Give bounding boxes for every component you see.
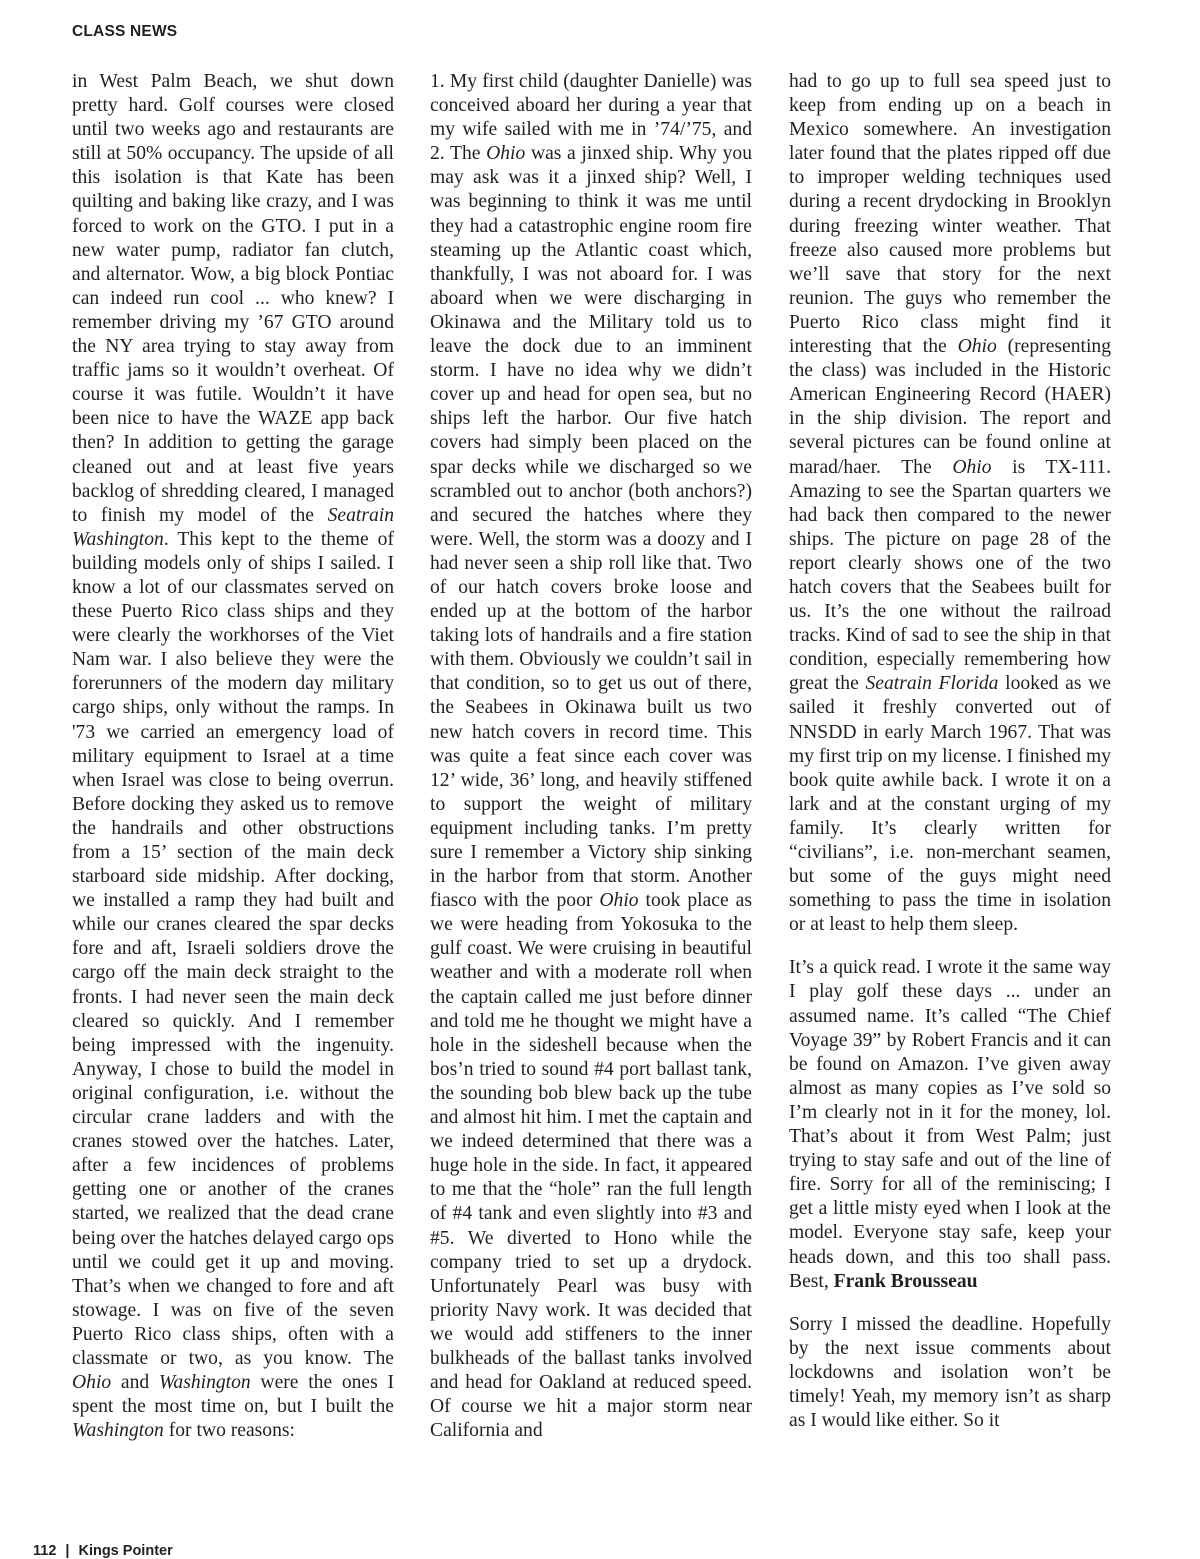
text-run: 1. My first child (daughter Danielle) was conceived aboard her during a year that my wife sailed with me in ’74/’75, and 2. The <box>430 71 752 165</box>
footer-separator: | <box>65 1543 70 1559</box>
italic-text: Washington <box>72 1420 164 1442</box>
text-run: took place as we were heading from Yokosuka to the gulf coast. We were cruising in beautiful weather and with a moderate roll when the captain called me just before dinner and told me he thought we might have a hole in the sideshell because when the bos’n tried to sound #4 port ballast tank, the sounding bob blew back up the tube and almost hit him. I met the captain and we indeed determined that there was a huge hole in the side. In fact, it appeared to me that the “hole” ran the full length of #4 tank and even slightly into #3 and #5. We diverted to Hono while the company tried to set up a drydock. Unfortunately Pearl was busy with priority Navy work. It was decided that we would add stiffeners to the inner bulkheads of the ballast tanks involved and head for Oakland at reduced speed. Of course we hit a major storm near California and <box>430 890 752 1442</box>
text-run: (representing the class) was included in the Historic American Engineering Record (HAER) in the ship division. The report and several pictures can be found online at marad/haer. The <box>789 336 1111 478</box>
italic-text: Seatrain Washington <box>72 504 394 550</box>
text-run: in West Palm Beach, we shut down pretty hard. Golf courses were closed until two weeks ago and restaurants are still at 50% occupancy. The upside of all this isolation is that Kate has been quilting and baking like crazy, and I was forced to work on the GTO. I put in a new water pump, radiator fan clutch, and alternator. Wow, a big block Pontiac can indeed run cool ... who knew? I remember driving my ’67 GTO around the NY area trying to stay away from traffic jams so it wouldn’t overheat. Of course it was futile. Wouldn’t it have been nice to have the WAZE app back then? In addition to getting the garage cleaned out and at least five years backlog of shredding cleared, I managed to finish my model of the <box>72 71 394 526</box>
paragraph <box>72 70 394 1443</box>
paragraph <box>789 956 1111 1293</box>
italic-text: Washington <box>158 1372 251 1394</box>
text-run: . This kept to the theme of building models only of ships I sailed. I know a lot of our classmates served on these Puerto Rico class ships and they were clearly the workhorses of the Viet Nam war. I also believe they were the forerunners of the modern day military cargo ships, only without the ramps. In '73 we carried an emergency load of military equipment to Israel at a time when Israel was close to being overrun. Before docking they asked us to remove the handrails and other obstructions from a 15’ section of the main deck starboard side midship. After docking, we installed a ramp they had built and while our cranes cleared the spar decks fore and aft, Israeli soldiers drove the cargo off the main deck straight to the fronts. I had never seen the main deck cleared so quickly. And I remember being impressed with the ingenuity. Anyway, I chose to build the model in original configuration, i.e. without the circular crane ladders and with the cranes stowed over the hatches. Later, after a few incidences of problems getting one or another of the cranes started, we realized that the dead crane being over the hatches delayed cargo ops until we could get it up and moving. That’s when we changed to fore and aft stowage. I was on five of the seven Puerto Rico class ships, often with a classmate or two, as you know. The <box>72 528 394 1369</box>
italic-text: Ohio <box>957 336 997 358</box>
publication-name: Kings Pointer <box>78 1543 173 1559</box>
article-column-1 <box>72 70 394 1443</box>
text-run: for two reasons: <box>163 1420 295 1442</box>
text-run: It’s a quick read. I wrote it the same way I play golf these days ... under an assumed name. It’s called “The Chief Voyage 39” by Robert Francis and it can be found on Amazon. I’ve given away almost as many copies as I’ve sold so I’m clearly not in it for the money, lol. That’s about it from West Palm; just trying to stay safe and out of the line of fire. Sorry for all of the reminiscing; I get a little misty eyed when I look at the model. Everyone stay safe, keep your heads down, and this too shall pass. Best, <box>789 957 1111 1292</box>
text-run: is TX-111. Amazing to see the Spartan quarters we had back then compared to the newer ships. The picture on page 28 of the report clearly shows one of the two hatch covers that the Seabees built for us. It’s the one without the railroad tracks. Kind of sad to see the ship in that condition, especially remembering how great the <box>789 456 1111 695</box>
section-title: CLASS NEWS <box>72 23 178 40</box>
text-run: Sorry I missed the deadline. Hopefully by the next issue comments about lockdowns and isolation won’t be timely! Yeah, my memory isn’t as sharp as I would like either. So it <box>789 1313 1111 1432</box>
text-run: was a jinxed ship. Why you may ask was it a jinxed ship? Well, I was beginning to think it was me until they had a catastrophic engine room fire steaming up the Atlantic coast which, thankfully, I was not aboard for. I was aboard when we were discharging in Okinawa and the Military told us to leave the dock due to an imminent storm. I have no idea why we didn’t cover up and head for open sea, but no ships left the harbor. Our five hatch covers had simply been placed on the spar decks while we discharged so we scrambled out to anchor (both anchors?) and secured the hatches where they were. Well, the storm was a doozy and I had never seen a ship roll like that. Two of our hatch covers broke loose and ended up at the bottom of the harbor taking lots of handrails and a fire station with them. Obviously we couldn’t sail in that condition, so to get us out of there, the Seabees in Okinawa built us two new hatch covers in record time. This was quite a feat since each cover was 12’ wide, 36’ long, and heavily stiffened to support the weight of military equipment including tanks. I’m pretty sure I remember a Victory ship sinking in the harbor from that storm. Another fiasco with the poor <box>430 143 753 912</box>
article-column-2 <box>430 70 752 1443</box>
text-run: were the ones I spent the most time on, but I built the <box>72 1372 394 1418</box>
text-run: and <box>111 1372 159 1394</box>
text-run: had to go up to full sea speed just to keep from ending up on a beach in Mexico somewhere. An investigation later found that the plates ripped off due to improper welding techniques used during a recent drydocking in Brooklyn during freezing winter weather. That freeze also caused more problems but we’ll save that story for the next reunion. The guys who remember the Puerto Rico class might find it interesting that the <box>789 71 1111 358</box>
italic-text: Ohio <box>952 456 992 478</box>
text-run: looked as we sailed it freshly converted out of NNSDD in early March 1967. That was my first trip on my license. I finished my book quite awhile back. I wrote it on a lark and at the constant urging of my family. It’s clearly written for “civilians”, i.e. non-merchant seamen, but some of the guys might need something to pass the time in isolation or at least to help them sleep. <box>789 673 1111 936</box>
paragraph <box>789 70 1111 937</box>
page-footer <box>33 1543 173 1559</box>
italic-text: Ohio <box>599 890 639 912</box>
article-column-3 <box>789 70 1111 1433</box>
italic-text: Ohio <box>72 1372 112 1394</box>
italic-text: Ohio <box>486 143 526 165</box>
italic-text: Seatrain Florida <box>865 673 999 695</box>
page-number: 112 <box>33 1543 57 1559</box>
bold-text: Frank Brousseau <box>833 1270 978 1292</box>
paragraph <box>430 70 752 1443</box>
paragraph <box>789 1313 1111 1433</box>
